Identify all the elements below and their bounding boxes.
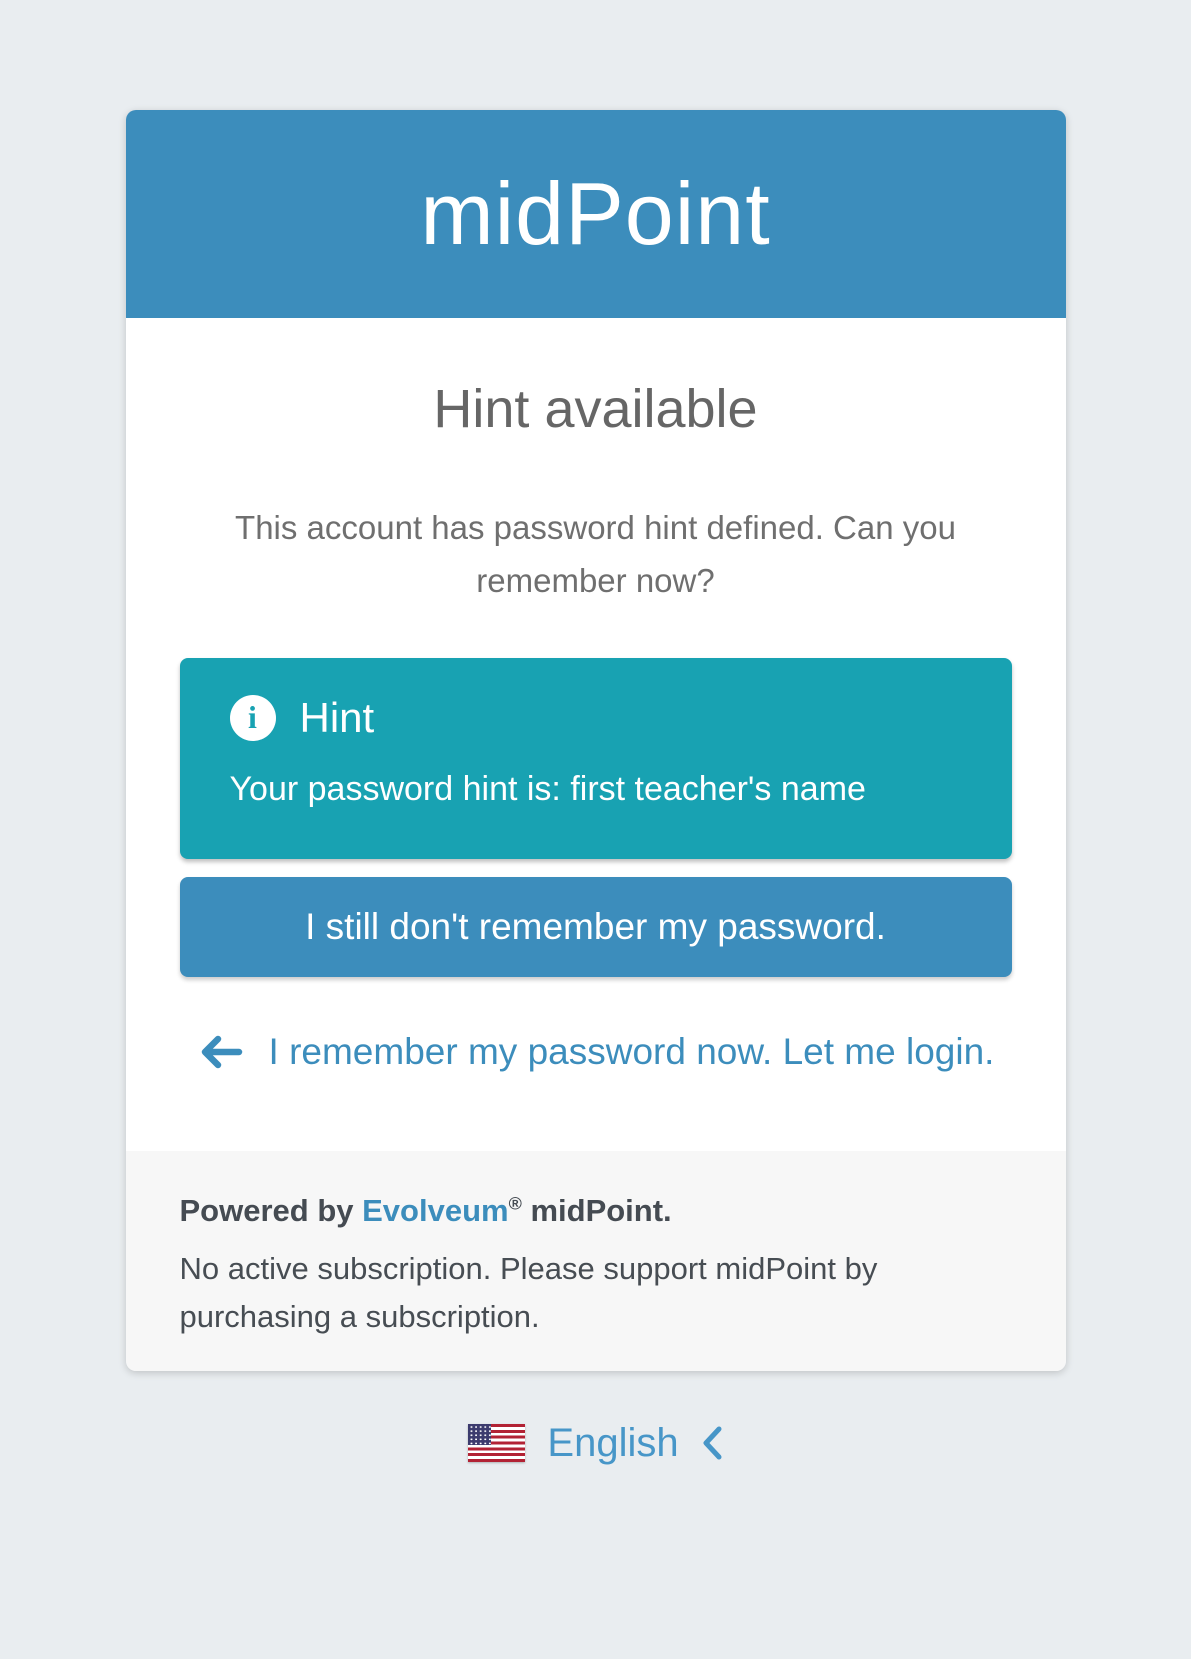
info-glyph: i bbox=[248, 698, 257, 735]
language-label: English bbox=[547, 1420, 679, 1465]
hint-panel-title: Hint bbox=[299, 693, 375, 741]
card-footer bbox=[126, 1151, 1066, 1371]
card-header bbox=[126, 110, 1066, 318]
hint-panel-header bbox=[230, 694, 962, 742]
hint-panel bbox=[180, 658, 1012, 859]
arrow-left-icon bbox=[197, 1033, 243, 1071]
us-flag-icon bbox=[468, 1424, 525, 1462]
subscription-notice: No active subscription. Please support midPoint by purchasing a subscription. bbox=[179, 1250, 878, 1334]
language-selector[interactable] bbox=[0, 1421, 1191, 1466]
app-title: midPoint bbox=[420, 164, 771, 263]
login-card bbox=[126, 110, 1066, 1371]
powered-by-text: Powered by bbox=[179, 1192, 354, 1228]
product-name: midPoint. bbox=[530, 1192, 672, 1228]
card-body bbox=[126, 318, 1066, 1151]
back-link-row[interactable] bbox=[180, 1031, 1012, 1073]
description-text: This account has password hint defined. Can you remember now? bbox=[235, 509, 956, 599]
info-circle-icon bbox=[230, 695, 276, 741]
chevron-left-icon bbox=[701, 1425, 723, 1461]
hint-message: Your password hint is: first teacher's name bbox=[229, 769, 866, 808]
page-title: Hint available bbox=[433, 379, 758, 439]
remember-login-link[interactable]: I remember my password now. Let me login. bbox=[268, 1030, 995, 1072]
dont-remember-button[interactable]: I still don't remember my password. bbox=[180, 877, 1012, 977]
evolveum-link[interactable]: Evolveum bbox=[362, 1192, 509, 1228]
registered-mark: ® bbox=[508, 1193, 522, 1214]
powered-by-line bbox=[180, 1193, 1012, 1229]
